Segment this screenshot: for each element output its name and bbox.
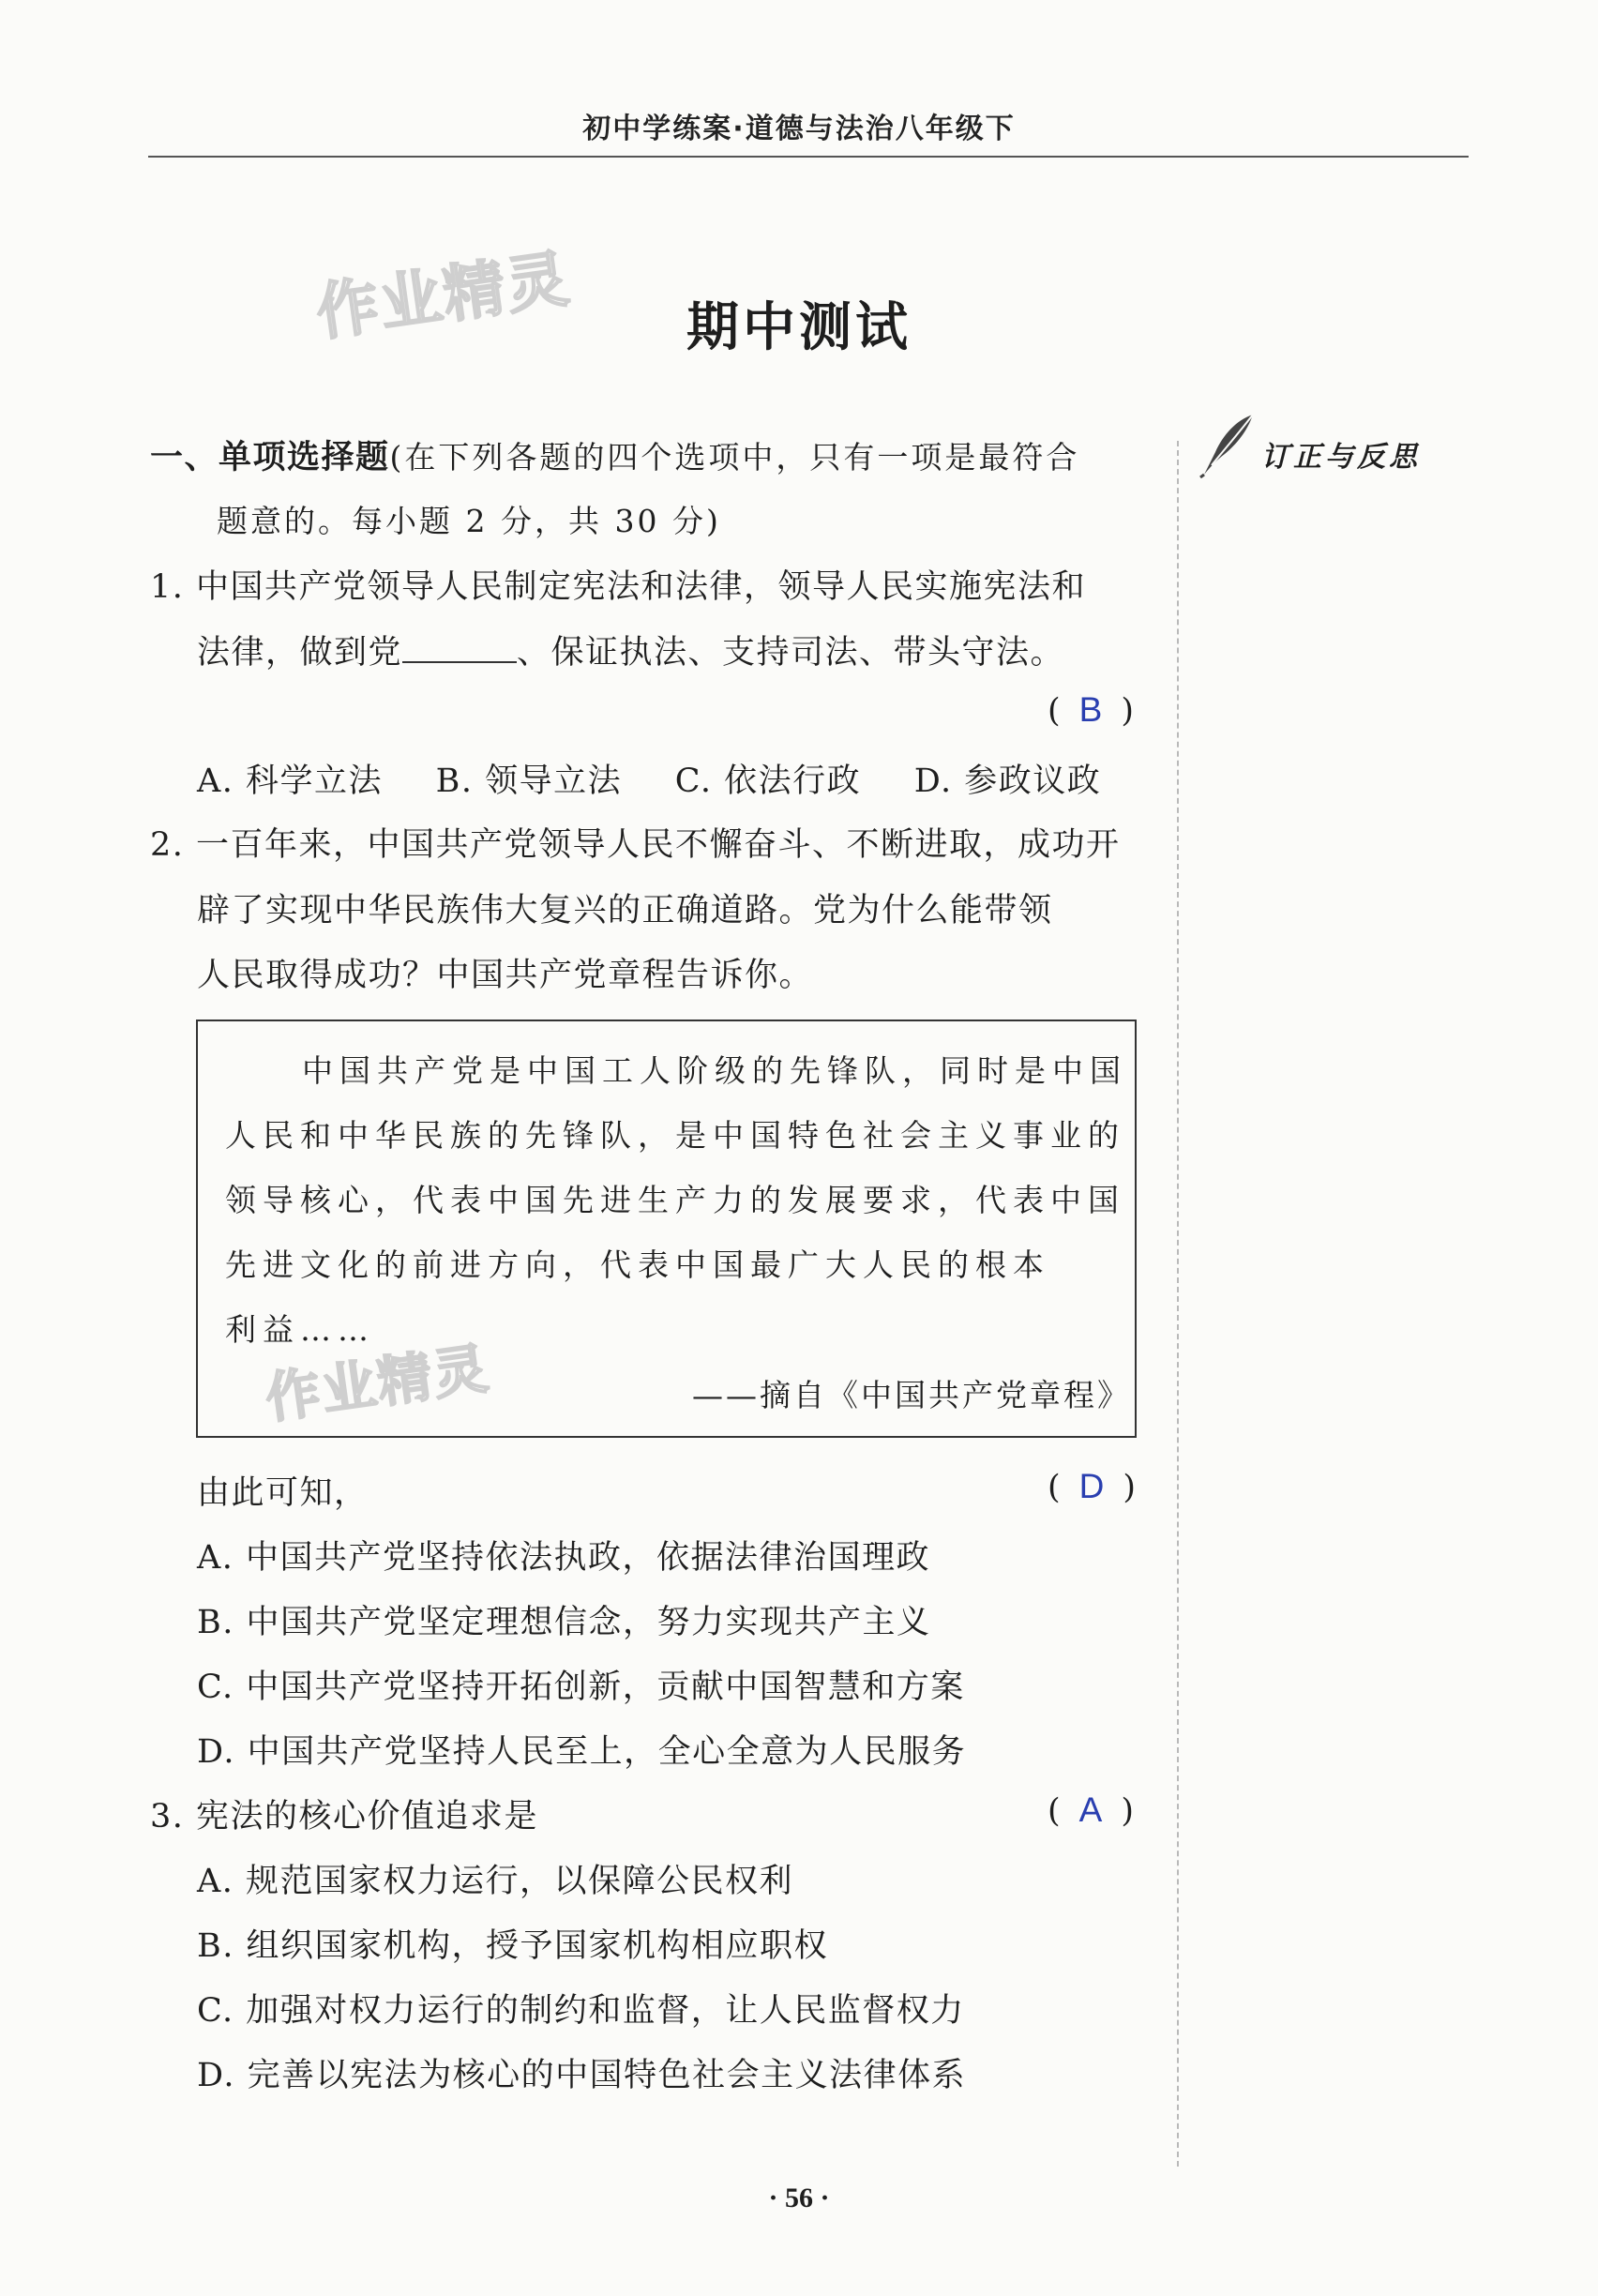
question-1-answer: ( B ): [1048, 690, 1134, 730]
answer-letter: D: [1078, 1467, 1105, 1505]
option-d: D. 中国共产党坚持人民至上，全心全意为人民服务: [197, 1733, 967, 1771]
question-3-answer: ( A ): [1048, 1790, 1134, 1830]
page-number: · 56 ·: [768, 2183, 830, 2213]
quote-line: 中国共产党是中国工人阶级的先锋队，同时是中国: [302, 1052, 1127, 1089]
watermark-middle: 作业精灵: [262, 1336, 494, 1431]
section-note-line2: 题意的。每小题 2 分，共 30 分): [217, 503, 721, 539]
question-3-stem: 3. 宪法的核心价值追求是: [150, 1798, 539, 1835]
correction-reflection-heading: 订正与反思: [1261, 441, 1421, 474]
section-label: 一、单项选择题: [150, 439, 390, 476]
running-header: 初中学练案·道德与法治八年级下: [582, 113, 1016, 145]
quote-line: 人民和中华民族的先锋队，是中国特色社会主义事业的: [225, 1117, 1125, 1154]
answer-letter: A: [1078, 1790, 1103, 1829]
question-1-stem-line2: 法律，做到党 、保证执法、支持司法、带头守法。: [197, 634, 1065, 672]
question-2-stem-line3: 人民取得成功？中国共产党章程告诉你。: [197, 957, 814, 994]
answer-blank: [402, 633, 517, 663]
question-2-answer: ( D ): [1048, 1467, 1137, 1506]
option-c: C. 加强对权力运行的制约和监督，让人民监督权力: [197, 1992, 965, 2030]
section-heading: [150, 431, 1079, 478]
option-b: B. 领导立法: [435, 763, 623, 800]
question-2-stem: 2. 一百年来，中国共产党领导人民不懈奋斗、不断进取，成功开: [150, 826, 1121, 864]
margin-divider: [1177, 441, 1179, 2167]
quote-line: 领导核心，代表中国先进生产力的发展要求，代表中国: [225, 1182, 1125, 1218]
option-d: D. 完善以宪法为核心的中国特色社会主义法律体系: [197, 2057, 967, 2094]
option-a: A. 科学立法: [197, 763, 384, 800]
answer-letter: B: [1078, 690, 1103, 729]
watermark-top: 作业精灵: [311, 242, 575, 350]
quill-icon: [1198, 411, 1257, 478]
page-title: 期中测试: [686, 297, 912, 358]
question-1-stem: 1. 中国共产党领导人民制定宪法和法律，领导人民实施宪法和: [150, 568, 1087, 606]
header-divider: [148, 156, 1469, 158]
option-b: B. 中国共产党坚定理想信念，努力实现共产主义: [197, 1604, 931, 1641]
question-number: 1.: [150, 568, 185, 606]
quote-line: 先进文化的前进方向，代表中国最广大人民的根本: [225, 1246, 1050, 1283]
question-2-lead: 由此可知，: [197, 1474, 369, 1512]
section-note: (在下列各题的四个选项中，只有一项是最符合: [389, 439, 1080, 476]
option-c: C. 依法行政: [674, 763, 862, 800]
question-1-options: [197, 755, 1101, 802]
quote-source: ——摘自《中国共产党章程》: [692, 1377, 1131, 1413]
question-number: 2.: [150, 826, 185, 864]
question-2-stem-line2: 辟了实现中华民族伟大复兴的正确道路。党为什么能带领: [197, 892, 1053, 929]
option-a: A. 中国共产党坚持依法执政，依据法律治国理政: [197, 1539, 931, 1577]
option-d: D. 参政议政: [913, 763, 1102, 800]
question-number: 3.: [150, 1798, 185, 1835]
option-a: A. 规范国家权力运行，以保障公民权利: [197, 1863, 794, 1900]
option-c: C. 中国共产党坚持开拓创新，贡献中国智慧和方案: [197, 1669, 965, 1706]
quote-line: 利益……: [225, 1311, 375, 1348]
option-b: B. 组织国家机构，授予国家机构相应职权: [197, 1927, 828, 1965]
